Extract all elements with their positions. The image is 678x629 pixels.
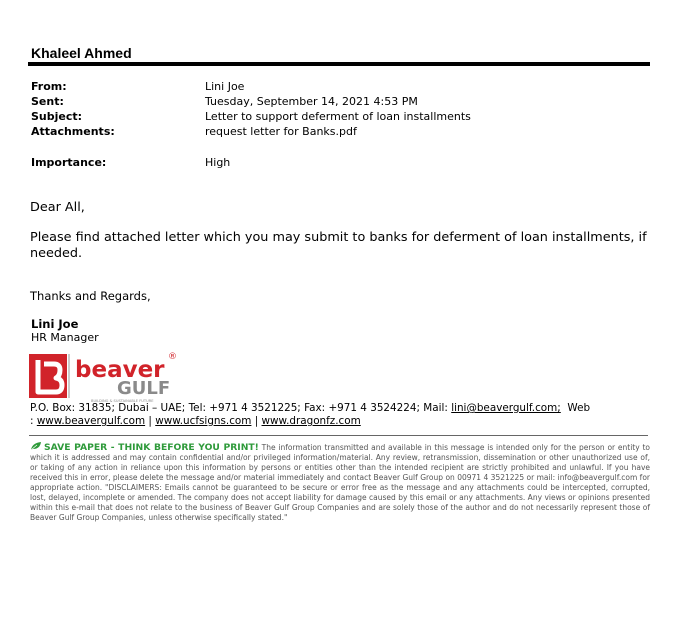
greeting: Dear All, <box>30 200 85 215</box>
closing: Thanks and Regards, <box>30 289 151 303</box>
header-divider <box>28 62 650 66</box>
from-label: From: <box>31 80 67 93</box>
website-link-beavergulf[interactable]: www.beavergulf.com <box>36 415 146 427</box>
company-logo <box>29 348 179 404</box>
logo-tagline: BUILDING & SUSTAINABLE FUTURE <box>91 399 154 403</box>
contact-address: P.O. Box: 31835; Dubai – UAE; Tel: +971 4 3521225; Fax: +971 4 3524224; Mail: <box>30 402 452 414</box>
pipe-separator: | <box>251 415 262 427</box>
logo-word-beaver: beaver <box>75 357 165 383</box>
attachments-label: Attachments: <box>31 125 115 138</box>
from-value: Lini Joe <box>205 80 245 93</box>
website-link-ucfsigns[interactable]: www.ucfsigns.com <box>155 415 252 427</box>
sender-name: Khaleel Ahmed <box>31 45 132 61</box>
sent-label: Sent: <box>31 95 64 108</box>
leaf-icon <box>30 441 42 451</box>
sent-value: Tuesday, September 14, 2021 4:53 PM <box>205 95 418 108</box>
importance-value: High <box>205 156 231 169</box>
web-separator: : <box>30 415 37 427</box>
contact-details <box>30 402 640 428</box>
attachment-link[interactable]: request letter for Banks.pdf <box>205 125 357 138</box>
disclaimer <box>30 441 650 523</box>
subject-value: Letter to support deferment of loan installments <box>205 110 471 123</box>
signature-title: HR Manager <box>31 331 99 344</box>
disclaimer-divider <box>29 435 648 436</box>
body-paragraph: Please find attached letter which you may submit to banks for deferment of loan installments, if needed. <box>30 230 647 261</box>
beaver-gulf-logo <box>29 348 179 404</box>
subject-label: Subject: <box>31 110 83 123</box>
signature-name: Lini Joe <box>31 317 79 331</box>
logo-word-gulf: GULF <box>117 378 171 399</box>
website-link-dragonfz[interactable]: www.dragonfz.com <box>261 415 361 427</box>
logo-registered: ® <box>168 352 177 362</box>
pipe-separator: | <box>145 415 156 427</box>
web-label: Web <box>564 402 591 414</box>
email-link[interactable]: lini@beavergulf.com; <box>451 402 561 414</box>
disclaimer-text: The information transmitted and available in this message is intended only for the person or entity to which it is addressed and may contain confidential and/or privileged information/material. Any review, retransmission, dissemination or other unauthorized use of, or taking of any action in reliance upon this information by persons or entities other than the intended recipient are strictly prohibited and unlawful. If you have received this in error, please delete the message and/or material immediately and contact Beaver Gulf Group on 00971 4 3521225 or mail: info@beavergulf.com for appropriate action. "DISCLAIMERS: Emails cannot be guaranteed to be secure or error free as the message and any attachments could be intercepted, corrupted, lost, delayed, incomplete or amended. The company does not accept liability for damage caused by this email or any attachments. Any views or opinions presented within this e-mail that does not relate to the business of Beaver Gulf Group Companies and are solely those of the author and do not necessarily represent those of Beaver Gulf Group Companies, unless otherwise specifically stated." <box>30 443 650 522</box>
save-paper-notice: SAVE PAPER - THINK BEFORE YOU PRINT! <box>44 442 259 453</box>
importance-label: Importance: <box>31 156 107 169</box>
